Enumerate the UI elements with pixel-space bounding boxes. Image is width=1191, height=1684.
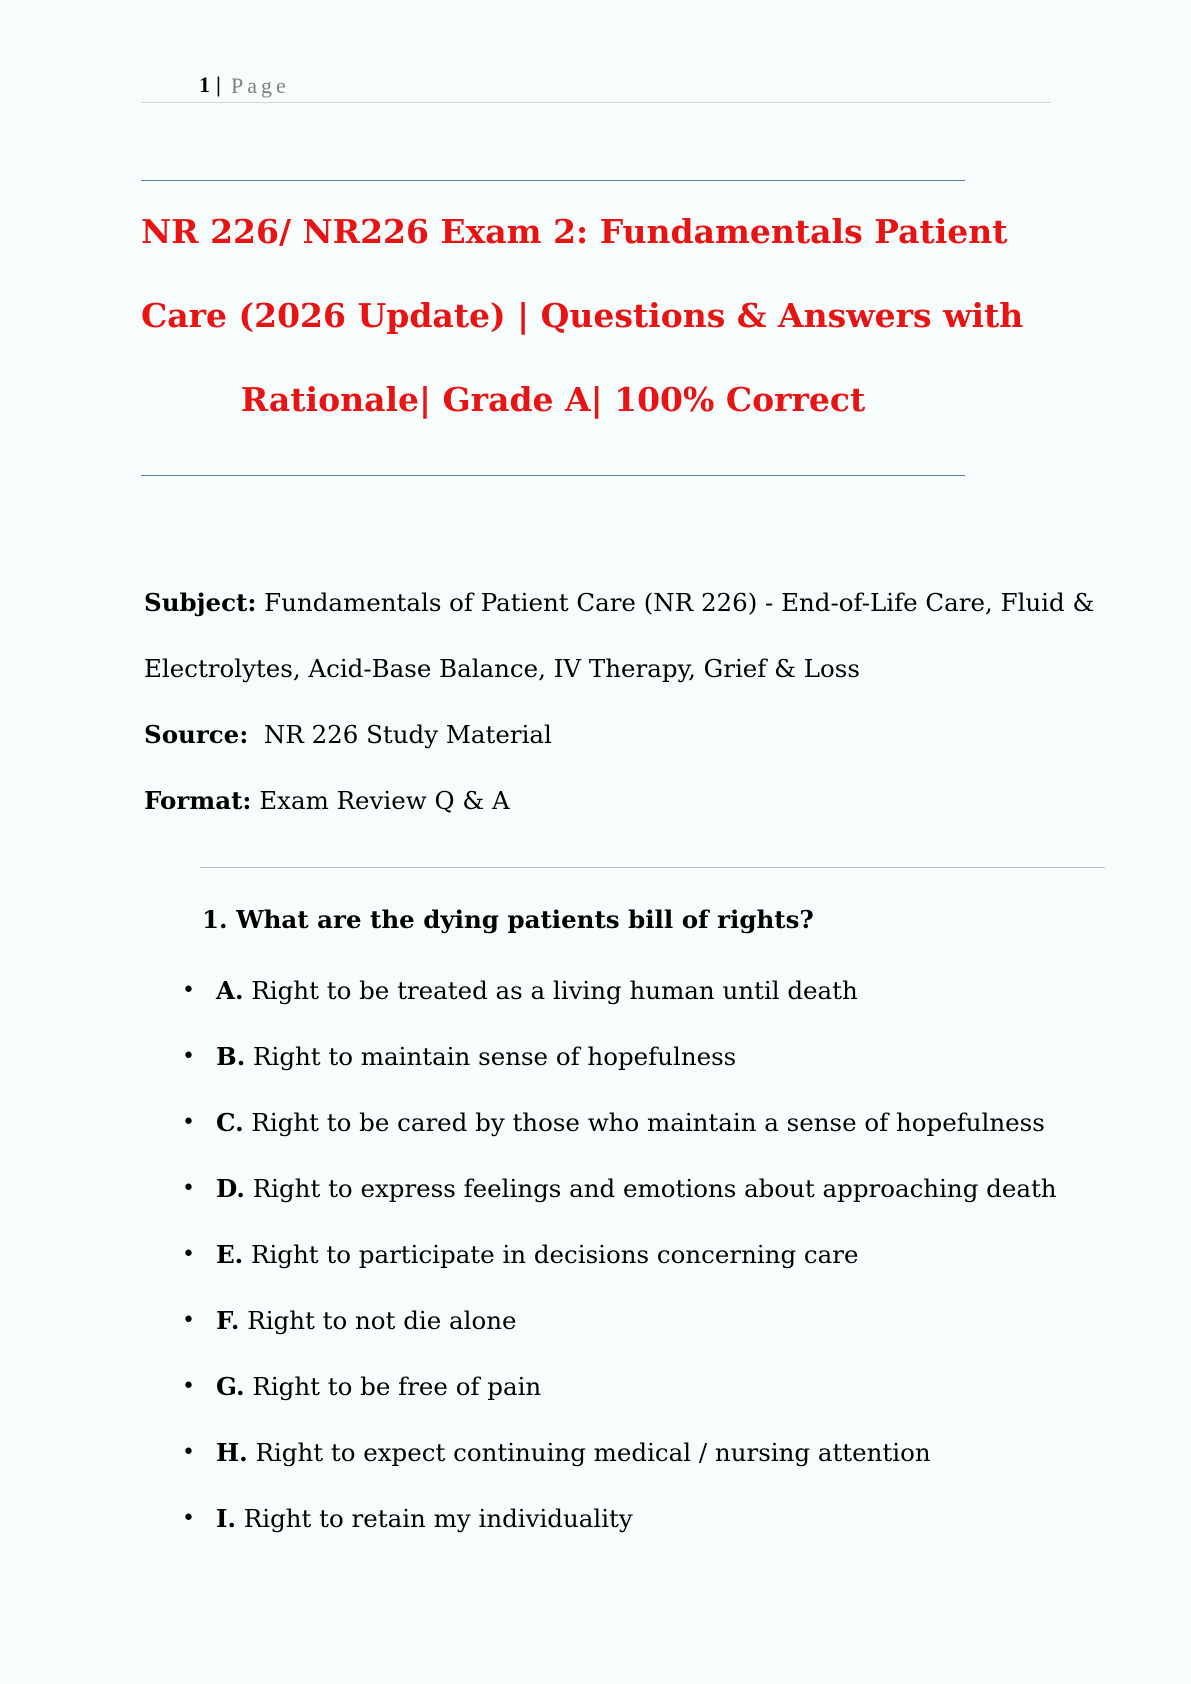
subject-label: Subject: [144, 588, 257, 617]
option-letter: G. [216, 1372, 245, 1401]
title-top-rule [141, 180, 965, 181]
subject-value-line-2: Electrolytes, Acid-Base Balance, IV Therapy, Grief & Loss [144, 654, 860, 683]
page-label: Page [231, 73, 290, 98]
option-letter: H. [216, 1438, 248, 1467]
source-value: NR 226 Study Material [263, 720, 552, 749]
section-divider [200, 867, 1105, 868]
bullet-icon: • [182, 1308, 195, 1333]
question-text: 1. What are the dying patients bill of rights? [202, 905, 814, 934]
format-value: Exam Review Q & A [259, 786, 510, 815]
option-text: Right to not die alone [247, 1306, 517, 1335]
option-text: Right to maintain sense of hopefulness [253, 1042, 737, 1071]
page-number: 1 [199, 72, 210, 97]
option-letter: I. [216, 1504, 236, 1533]
title-bottom-rule [141, 475, 965, 476]
bullet-icon: • [182, 1176, 195, 1201]
format-row [144, 768, 1044, 834]
option-text: Right to be free of pain [252, 1372, 542, 1401]
bullet-icon: • [182, 1242, 195, 1267]
option-text: Right to be cared by those who maintain a sense of hopefulness [251, 1108, 1045, 1137]
bullet-icon: • [182, 1506, 195, 1531]
title-line-3: Rationale| Grade A| 100% Correct [240, 380, 866, 419]
option-letter: B. [216, 1042, 246, 1071]
format-label: Format: [144, 786, 252, 815]
document-title [141, 190, 1024, 442]
option-text: Right to be treated as a living human until death [251, 976, 858, 1005]
title-line-1: NR 226/ NR226 Exam 2: Fundamentals Patient [141, 212, 1008, 251]
option-text: Right to participate in decisions concerning care [251, 1240, 859, 1269]
option-text: Right to retain my individuality [243, 1504, 633, 1533]
bullet-icon: • [182, 978, 195, 1003]
bullet-icon: • [182, 1374, 195, 1399]
option-text: Right to express feelings and emotions about approaching death [252, 1174, 1057, 1203]
option-letter: F. [216, 1306, 240, 1335]
subject-value-line-1: Fundamentals of Patient Care (NR 226) - End-of-Life Care, Fluid & [264, 588, 1095, 617]
title-line-2: Care (2026 Update) | Questions & Answers with [141, 296, 1024, 335]
subject-row [144, 570, 1095, 636]
option-text: Right to expect continuing medical / nursing attention [255, 1438, 931, 1467]
option-letter: A. [216, 976, 244, 1005]
bullet-icon: • [182, 1440, 195, 1465]
source-row [144, 702, 1044, 768]
bullet-icon: • [182, 1110, 195, 1135]
option-letter: D. [216, 1174, 245, 1203]
option-letter: C. [216, 1108, 244, 1137]
document-meta [144, 570, 1095, 834]
option-letter: E. [216, 1240, 244, 1269]
page-separator: | [216, 72, 221, 97]
page-header [141, 70, 1051, 103]
source-label: Source: [144, 720, 249, 749]
bullet-icon: • [182, 1044, 195, 1069]
